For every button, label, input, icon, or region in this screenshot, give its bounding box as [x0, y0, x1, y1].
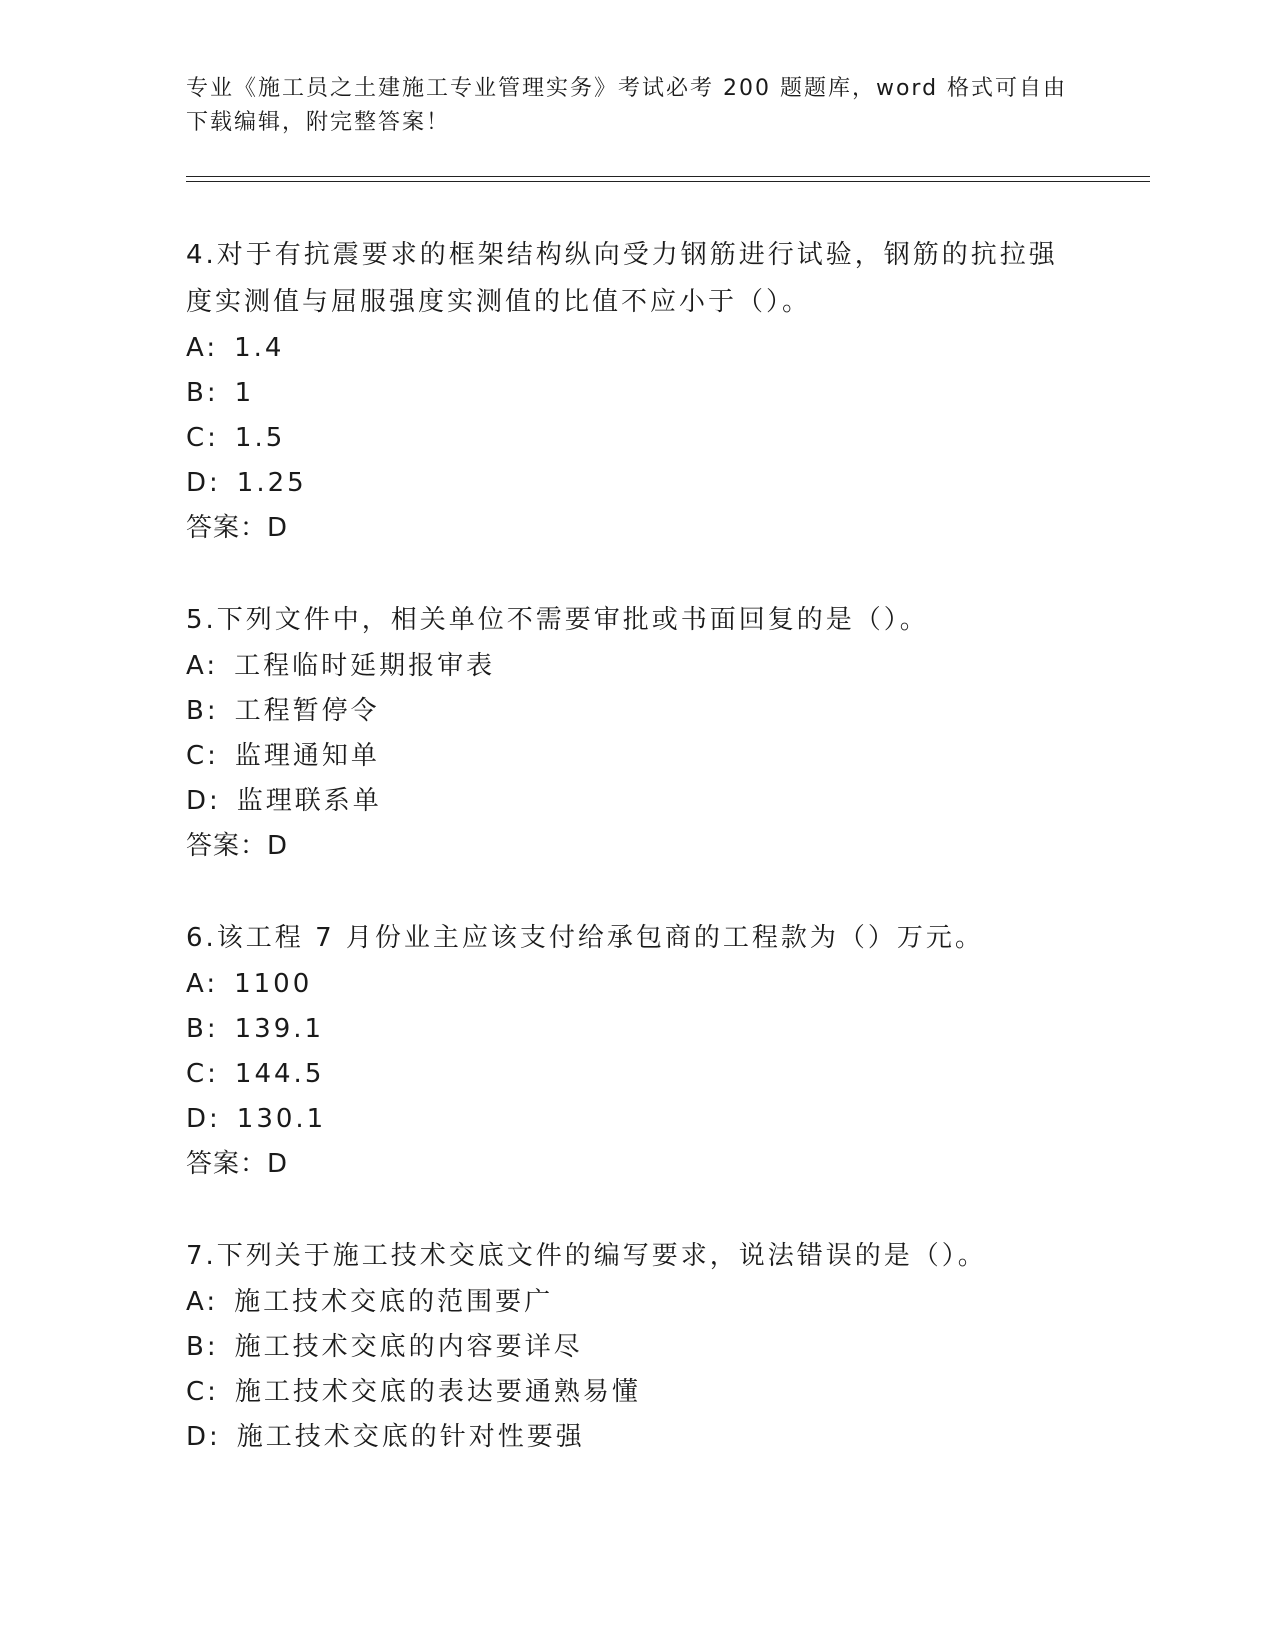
option-text: 工程临时延期报审表 — [234, 651, 496, 681]
question-6 — [186, 915, 1086, 1187]
option-letter: D: — [186, 1104, 221, 1134]
option-text: 1100 — [234, 969, 313, 999]
option-a — [186, 644, 1086, 689]
question-7 — [186, 1233, 1086, 1460]
document-header — [186, 72, 1086, 140]
option-text: 144.5 — [234, 1059, 325, 1089]
option-letter: A: — [186, 1287, 219, 1317]
option-letter: A: — [186, 969, 219, 999]
option-letter: C: — [186, 1377, 219, 1407]
option-c — [186, 416, 1086, 461]
option-letter: B: — [186, 378, 219, 408]
question-stem-line-1: 7.下列关于施工技术交底文件的编写要求，说法错误的是（）。 — [186, 1241, 987, 1271]
question-4 — [186, 232, 1086, 551]
question-stem-line-1: 4.对于有抗震要求的框架结构纵向受力钢筋进行试验，钢筋的抗拉强 — [186, 240, 1058, 270]
header-line-1: 专业《施工员之土建施工专业管理实务》考试必考 200 题题库，word 格式可自由 — [186, 76, 1068, 101]
option-letter: A: — [186, 333, 219, 363]
answer-line: 答案：D — [186, 831, 289, 861]
option-letter: C: — [186, 741, 219, 771]
option-text: 1 — [234, 378, 255, 408]
question-5 — [186, 597, 1086, 869]
option-b — [186, 1007, 1086, 1052]
option-a — [186, 326, 1086, 371]
option-d — [186, 1097, 1086, 1142]
option-text: 监理联系单 — [236, 786, 382, 816]
option-b — [186, 689, 1086, 734]
header-divider-bottom — [186, 181, 1150, 182]
option-letter: C: — [186, 423, 219, 453]
option-letter: D: — [186, 1422, 221, 1452]
option-text: 1.25 — [236, 468, 307, 498]
option-d — [186, 1415, 1086, 1460]
option-text: 施工技术交底的内容要详尽 — [234, 1332, 583, 1362]
option-letter: B: — [186, 1332, 219, 1362]
option-b — [186, 371, 1086, 416]
question-stem — [186, 232, 1086, 326]
option-c — [186, 734, 1086, 779]
option-text: 施工技术交底的针对性要强 — [236, 1422, 585, 1452]
option-letter: D: — [186, 468, 221, 498]
option-letter: B: — [186, 1014, 219, 1044]
option-b — [186, 1325, 1086, 1370]
answer-line: 答案：D — [186, 513, 289, 543]
option-c — [186, 1052, 1086, 1097]
question-stem — [186, 1233, 1086, 1280]
option-text: 工程暂停令 — [234, 696, 380, 726]
option-a — [186, 962, 1086, 1007]
option-text: 1.4 — [234, 333, 285, 363]
answer-line: 答案：D — [186, 1149, 289, 1179]
option-c — [186, 1370, 1086, 1415]
option-d — [186, 779, 1086, 824]
option-d — [186, 461, 1086, 506]
option-letter: C: — [186, 1059, 219, 1089]
question-stem-line-2: 度实测值与屈服强度实测值的比值不应小于（）。 — [186, 287, 812, 317]
option-letter: B: — [186, 696, 219, 726]
option-a — [186, 1280, 1086, 1325]
option-text: 监理通知单 — [234, 741, 380, 771]
question-stem — [186, 915, 1086, 962]
question-stem-line-1: 6.该工程 7 月份业主应该支付给承包商的工程款为（）万元。 — [186, 923, 984, 953]
option-text: 施工技术交底的范围要广 — [234, 1287, 554, 1317]
header-divider-top — [186, 176, 1150, 177]
option-text: 1.5 — [234, 423, 286, 453]
option-text: 施工技术交底的表达要通熟易懂 — [234, 1377, 641, 1407]
question-stem-line-1: 5.下列文件中，相关单位不需要审批或书面回复的是（）。 — [186, 605, 929, 635]
option-text: 139.1 — [234, 1014, 325, 1044]
header-line-2: 下载编辑，附完整答案！ — [186, 110, 451, 135]
option-letter: A: — [186, 651, 219, 681]
question-stem — [186, 597, 1086, 644]
option-text: 130.1 — [236, 1104, 327, 1134]
option-letter: D: — [186, 786, 221, 816]
